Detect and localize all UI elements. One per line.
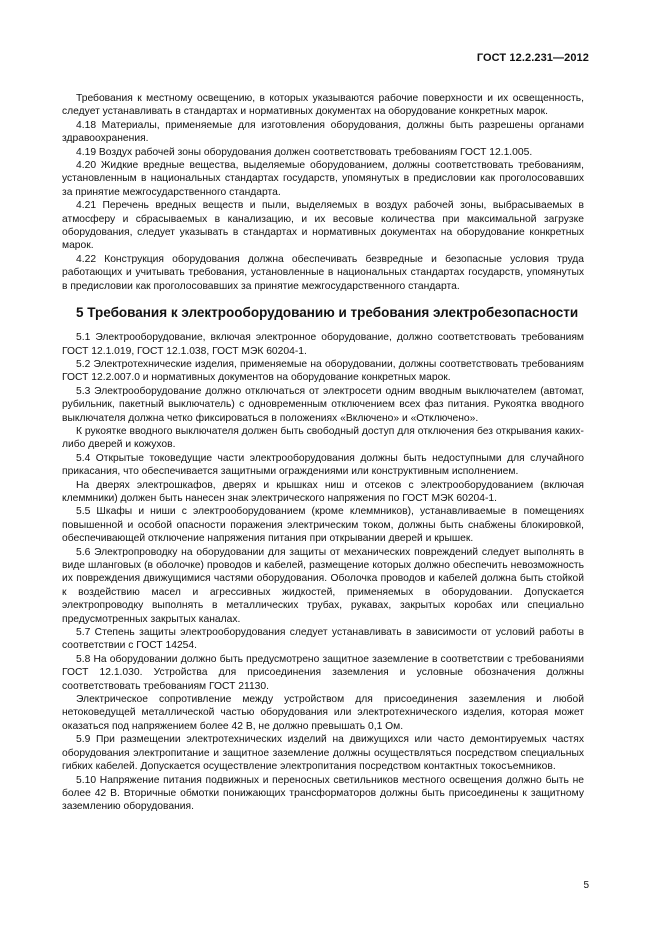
paragraph-5-3-note: К рукоятке вводного выключателя должен быть свободный доступ для отключения без открывания каких-либо дверей и кожухов. [62, 425, 584, 451]
paragraph-5-7: 5.7 Степень защиты электрооборудования следует устанавливать в зависимости от условий работы в соответствии с ГОСТ 14254. [62, 627, 584, 652]
paragraph-local-lighting: Требования к местному освещению, в которых указываются рабочие поверхности и их освещенность, следует устанавливать в стандартах и нормативных документах на оборудование конкретных марок. [62, 93, 584, 118]
paragraph-4-22: 4.22 Конструкция оборудования должна обеспечивать безвредные и безопасные условия труда работающих и учитывать требования, установленные в национальных стандартах государств, упомянутых в предисловии как проголосовавших за принятие межгосударственного стандарта. [62, 253, 584, 292]
paragraph-5-8: 5.8 На оборудовании должно быть предусмотрено защитное заземление в соответствии с требованиями ГОСТ 12.1.030. Устройства для присоединения заземления и условные обозначения должны соответствовать требованиям ГОСТ 21130. [62, 653, 584, 692]
section-5-title: 5 Требования к электрооборудованию и требования электробезопасности [76, 305, 579, 321]
paragraph-5-1: 5.1 Электрооборудование, включая электронное оборудование, должно соответствовать требованиям ГОСТ 12.1.019, ГОСТ 12.1.038, ГОСТ МЭК 60204-1. [62, 332, 584, 357]
paragraph-5-6: 5.6 Электропроводку на оборудовании для защиты от механических повреждений следует выполнять в виде шланговых (в оболочке) проводов и кабелей, размещение которых должно обеспечить невозможность их повреждения движущимися частями оборудования. Оболочка проводов и кабелей должна быть стойкой к воздействию масел и агрессивных жидкостей, применяемых в оборудовании. Допускается электропроводку выполнять в металлических трубах, рукавах, закрытых коробах или специально предусмотренных закрытых каналах. [62, 546, 584, 625]
paragraph-5-9: 5.9 При размещении электротехнических изделий на движущихся или часто демонтируемых частях оборудования электропитание и защитное заземление должны осуществляться посредством специальных гибких кабелей. Допускается осуществление электропитания посредством контактных токосъемников. [62, 734, 584, 773]
paragraph-4-18: 4.18 Материалы, применяемые для изготовления оборудования, должны быть разрешены органами здравоохранения. [62, 119, 584, 145]
paragraph-5-5: 5.5 Шкафы и ниши с электрооборудованием (кроме клеммников), устанавливаемые в помещениях повышенной и особой опасности поражения электрическим током, должны быть снабжены блокировкой, обеспечивающей отключение напряжения питания при открывании дверей и крышек. [62, 506, 584, 545]
paragraph-5-4-note: На дверях электрошкафов, дверях и крышках ниш и отсеков с электрооборудованием (включая клеммники) должен быть нанесен знак электрического напряжения по ГОСТ МЭК 60204-1. [62, 479, 584, 504]
document-header: ГОСТ 12.2.231—2012 [476, 52, 589, 64]
paragraph-5-3: 5.3 Электрооборудование должно отключаться от электросети одним вводным выключателем (автомат, рубильник, пакетный выключатель) с одновременным отключением всех фаз питания. Рукоятка вводного выключателя должна четко фиксироваться в положениях «Включено» и «Отключено». [62, 385, 584, 424]
document-body [62, 92, 584, 814]
paragraph-4-20: 4.20 Жидкие вредные вещества, выделяемые оборудованием, должны соответствовать требованиям, установленным в национальных стандартах государств, упомянутых в предисловии как проголосовавших за принятие межгосударственного стандарта. [62, 160, 584, 198]
paragraph-5-10: 5.10 Напряжение питания подвижных и переносных светильников местного освещения должно быть не более 42 В. Вторичные обмотки понижающих трансформаторов должны быть присоединены к защитному заземлению оборудования. [62, 774, 584, 813]
paragraph-5-4: 5.4 Открытые токоведущие части электрооборудования должны быть недоступными для случайного прикасания, что обеспечивается защитными ограждениями или конструктивным исполнением. [62, 452, 584, 478]
paragraph-5-8-note: Электрическое сопротивление между устройством для присоединения заземления и любой нетоковедущей металлической частью оборудования или электротехнического изделия, которая может оказаться под напряжением более 42 В, не должно превышать 0,1 Ом. [62, 694, 584, 732]
paragraph-5-2: 5.2 Электротехнические изделия, применяемые на оборудовании, должны соответствовать требованиям ГОСТ 12.2.007.0 и нормативных документов на оборудование конкретных марок. [62, 358, 584, 384]
paragraph-4-21: 4.21 Перечень вредных веществ и пыли, выделяемых в воздух рабочей зоны, выбрасываемых в атмосферу и сбрасываемых в канализацию, и их весовые количества при максимальной загрузке оборудования, следует указывать в стандартах и нормативных документах на оборудование конкретных марок. [62, 200, 584, 252]
paragraph-4-19: 4.19 Воздух рабочей зоны оборудования должен соответствовать требованиям ГОСТ 12.1.005. [76, 146, 533, 158]
page-number: 5 [583, 880, 589, 891]
